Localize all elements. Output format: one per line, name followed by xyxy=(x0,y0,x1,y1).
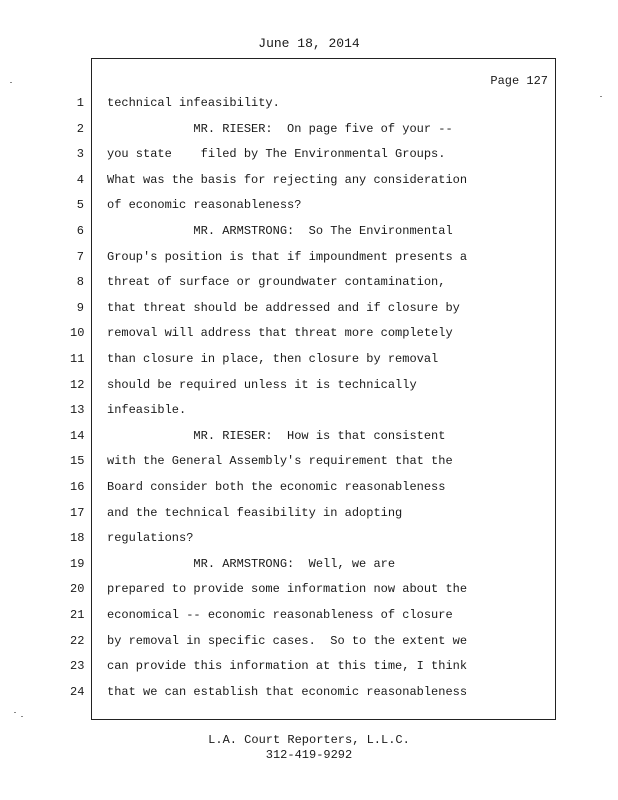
line-number: 16 xyxy=(70,480,85,494)
page-number: Page 127 xyxy=(490,74,548,88)
line-number: 23 xyxy=(70,659,85,673)
line-number: 11 xyxy=(70,352,85,366)
transcript-line: infeasible. xyxy=(107,403,187,417)
transcript-line: Board consider both the economic reasonableness xyxy=(107,480,446,494)
transcript-line: MR. ARMSTRONG: So The Environmental xyxy=(107,224,453,238)
line-number: 15 xyxy=(70,454,85,468)
transcript-line: should be required unless it is technically xyxy=(107,378,417,392)
transcript-line: Group's position is that if impoundment presents a xyxy=(107,250,468,264)
line-number: 18 xyxy=(70,531,85,545)
line-number: 22 xyxy=(70,634,85,648)
line-number: 9 xyxy=(76,301,84,315)
transcript-line: What was the basis for rejecting any consideration xyxy=(107,173,468,187)
transcript-line: with the General Assembly's requirement that the xyxy=(107,454,453,468)
line-number: 1 xyxy=(76,96,84,110)
transcript-line: technical infeasibility. xyxy=(107,96,280,110)
transcript-line: than closure in place, then closure by removal xyxy=(107,352,439,366)
line-number: 10 xyxy=(70,326,85,340)
scan-speck xyxy=(14,712,16,713)
transcript-line: regulations? xyxy=(107,531,194,545)
header-date: June 18, 2014 xyxy=(258,36,360,51)
transcript-line: MR. ARMSTRONG: Well, we are xyxy=(107,557,396,571)
transcript-line: that threat should be addressed and if closure by xyxy=(107,301,460,315)
transcript-line: that we can establish that economic reasonableness xyxy=(107,685,468,699)
line-number: 21 xyxy=(70,608,85,622)
line-number: 17 xyxy=(70,506,85,520)
transcript-line: prepared to provide some information now about the xyxy=(107,582,468,596)
line-number: 5 xyxy=(76,198,84,212)
transcript-line: by removal in specific cases. So to the extent we xyxy=(107,634,468,648)
transcript-line: threat of surface or groundwater contamination, xyxy=(107,275,446,289)
transcript-line: MR. RIESER: How is that consistent xyxy=(107,429,446,443)
line-number: 6 xyxy=(76,224,84,238)
scan-speck xyxy=(600,96,602,97)
transcript-line: removal will address that threat more completely xyxy=(107,326,453,340)
footer-phone: 312-419-9292 xyxy=(265,748,353,762)
line-number: 19 xyxy=(70,557,85,571)
transcript-line: and the technical feasibility in adopting xyxy=(107,506,403,520)
transcript-line: you state filed by The Environmental Groups. xyxy=(107,147,446,161)
line-number: 2 xyxy=(76,122,84,136)
line-number: 24 xyxy=(70,685,85,699)
line-number: 13 xyxy=(70,403,85,417)
transcript-line: of economic reasonableness? xyxy=(107,198,302,212)
line-number: 3 xyxy=(76,147,84,161)
transcript-line: economical -- economic reasonableness of closure xyxy=(107,608,453,622)
footer-company: L.A. Court Reporters, L.L.C. xyxy=(208,733,410,747)
transcript-line: MR. RIESER: On page five of your -- xyxy=(107,122,453,136)
scan-speck xyxy=(21,716,23,717)
line-number: 14 xyxy=(70,429,85,443)
line-number: 12 xyxy=(70,378,85,392)
scan-speck xyxy=(10,82,12,83)
line-number: 4 xyxy=(76,173,84,187)
line-number: 8 xyxy=(76,275,84,289)
transcript-line: can provide this information at this time, I think xyxy=(107,659,468,673)
line-number: 7 xyxy=(76,250,84,264)
line-number: 20 xyxy=(70,582,85,596)
